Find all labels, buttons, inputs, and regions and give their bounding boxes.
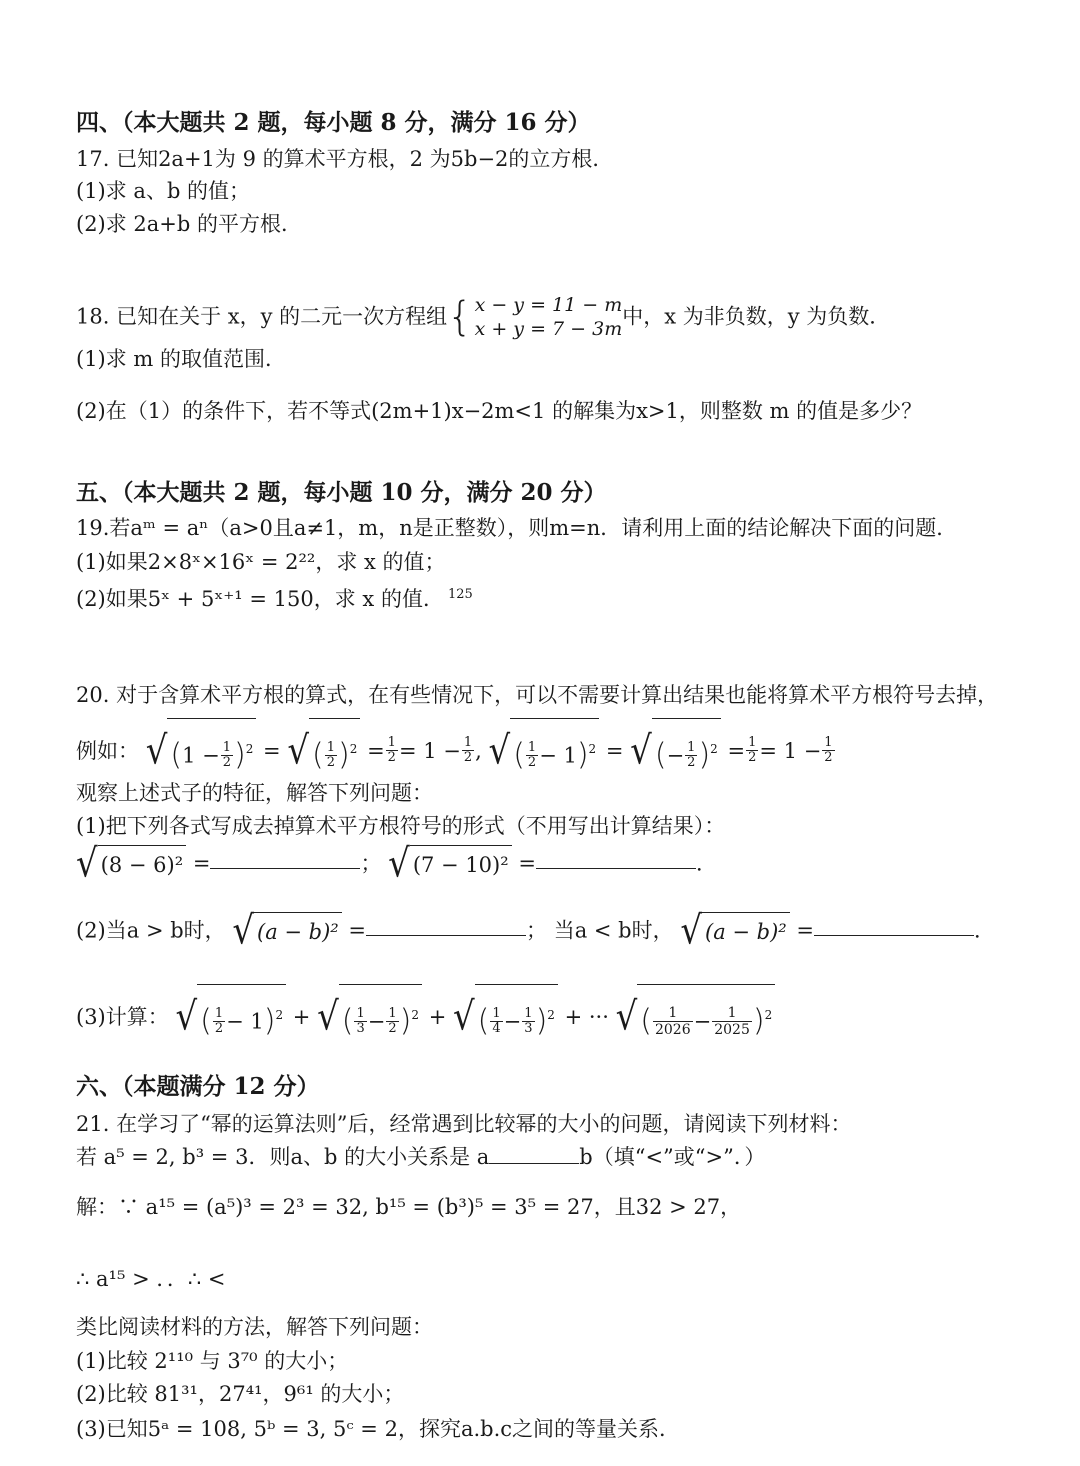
radical-icon: √ xyxy=(388,840,410,887)
example-sqrt-4: √ (− $\frac{1}{2}$ )$^2$ xyxy=(630,718,721,784)
q20-observe: 观察上述式子的特征，解答下列问题： xyxy=(76,781,433,805)
radical-icon: √ xyxy=(287,727,310,774)
answer-blank-1[interactable] xyxy=(210,846,360,869)
equation-2: x + y = 7 − 3m xyxy=(474,317,623,340)
q18-part1: (1)求 m 的取值范围． xyxy=(76,347,287,371)
q20-part2-b: 当a < b时， xyxy=(553,918,674,943)
radical-icon: √ xyxy=(615,993,638,1040)
q20-part1-answers: √ (8 − 6)² = ； √ (7 − 10)² = ． xyxy=(76,840,717,887)
part1-sqrt-2 xyxy=(388,840,512,887)
radical-icon: √ xyxy=(145,727,168,774)
answer-blank-4[interactable] xyxy=(814,913,974,936)
q18-stem-b: 中，x 为非负数，y 为负数． xyxy=(622,304,891,329)
q21-stem: 21. 在学习了“幂的运算法则”后，经常遇到比较幂的大小的问题，请阅读下列材料： xyxy=(76,1112,852,1136)
q21-part1: (1)比较 2¹¹⁰ 与 3⁷⁰ 的大小； xyxy=(76,1349,349,1373)
q20-part3-label: (3)计算： xyxy=(76,1004,169,1029)
example-label: 例如： xyxy=(76,738,139,763)
part2-sqrt-1 xyxy=(232,907,341,954)
part2-sqrt-2 xyxy=(680,907,789,954)
part3-sqrt-2: √ ( $\frac{1}{3}$ − $\frac{1}{2}$ )$^2$ xyxy=(317,984,422,1050)
q21-solution: 解：∵ a¹⁵ = (a⁵)³ = 2³ = 32, b¹⁵ = (b³)⁵ = 3⁵ = 27，且32 > 27， xyxy=(76,1195,742,1219)
part1-expr-1: (8 − 6)² xyxy=(98,845,186,882)
handwritten-note: 125 xyxy=(447,587,473,602)
q19-part2 xyxy=(76,580,473,614)
radical-icon: √ xyxy=(453,993,475,1040)
q21-part2: (2)比较 81³¹，27⁴¹，9⁶¹ 的大小； xyxy=(76,1382,405,1406)
radical-icon: √ xyxy=(630,727,652,774)
q21-part3: (3)已知5ᵃ = 108, 5ᵇ = 3, 5ᶜ = 2，探究a.b.c之间的等量关系． xyxy=(76,1417,681,1441)
q21-analogy: 类比阅读材料的方法，解答下列问题： xyxy=(76,1315,433,1339)
example-sqrt-3: √ ( $\frac{1}{2}$ − 1)$^2$ xyxy=(489,718,600,784)
q20-part1: (1)把下列各式写成去掉算术平方根符号的形式（不用写出计算结果）： xyxy=(76,814,726,838)
example-sqrt-1: √ (1 − $\frac{1}{2}$ )$^2$ xyxy=(146,718,257,784)
part1-sqrt-1 xyxy=(76,840,186,887)
q20-example: 例如： √ (1 − $\frac{1}{2}$ )$^2$ = √ ( $\frac{1}{2}$ )$^2$ = $\frac{1}{2}$ = 1 − $\frac{1}{2}$ , √ ( $\frac{1}{2}$ − 1)$^2$ = √ (− $\frac{1}{2}$ )$^2$ = $\frac{1}{2}$ = 1 − $\frac{1}{2}$ xyxy=(76,718,836,774)
q17-part2: (2)求 2a+b 的平方根． xyxy=(76,212,303,236)
part3-sqrt-1: √ ( $\frac{1}{2}$ − 1)$^2$ xyxy=(175,984,286,1050)
radical-icon: √ xyxy=(232,907,255,954)
part3-sqrt-4: √ ( $\frac{1}{2026}$ − $\frac{1}{2025}$ )$^2$ xyxy=(616,984,776,1050)
radical-icon: √ xyxy=(317,993,339,1040)
q20-stem: 20. 对于含算术平方根的算式，在有些情况下，可以不需要计算出结果也能将算术平方根符号去掉， xyxy=(76,683,999,707)
equation-1: x − y = 11 − m xyxy=(474,293,623,316)
q20-part3: (3)计算： √ ( $\frac{1}{2}$ − 1)$^2$ + √ ( $\frac{1}{3}$ − $\frac{1}{2}$ )$^2$ + √ ( $\frac{1}{4}$ − $\frac{1}{3}$ )$^2$ + ··· √ ( $\frac{1}{2026}$ − $\frac{1}{2025}$ )$^2$ xyxy=(76,984,775,1040)
section-four-title: 四、（本大题共 2 题，每小题 8 分，满分 16 分） xyxy=(76,109,591,136)
section-five-title: 五、（本大题共 2 题，每小题 10 分，满分 20 分） xyxy=(76,479,607,506)
section-six-title: 六、（本题满分 12 分） xyxy=(76,1073,320,1100)
q20-part2: (2)当a > b时， √ (a − b)² = ； 当a < b时， √ (a − b)² = ． xyxy=(76,907,996,954)
answer-blank-5[interactable] xyxy=(489,1141,579,1164)
radical-icon: √ xyxy=(488,727,511,774)
q21-given-end: b（填“<”或“>”．） xyxy=(579,1145,766,1169)
q18-stem-a: 18. 已知在关于 x，y 的二元一次方程组 xyxy=(76,304,448,329)
q20-part2-a: (2)当a > b时， xyxy=(76,918,226,943)
part3-sqrt-3: √ ( $\frac{1}{4}$ − $\frac{1}{3}$ )$^2$ xyxy=(453,984,558,1050)
q18-stem xyxy=(76,290,890,342)
example-sqrt-2: √ ( $\frac{1}{2}$ )$^2$ xyxy=(287,718,360,784)
answer-blank-2[interactable] xyxy=(536,846,696,869)
q21-therefore: ∴ a¹⁵ > ．．∴ < xyxy=(76,1267,226,1291)
answer-blank-3[interactable] xyxy=(366,913,526,936)
radical-icon: √ xyxy=(76,840,98,887)
system-brace-icon: { xyxy=(447,293,473,340)
part2-expr-2: (a − b)² xyxy=(702,912,790,949)
part1-expr-2: (7 − 10)² xyxy=(410,845,512,882)
part2-expr-1: (a − b)² xyxy=(254,912,342,949)
q17-stem: 17. 已知2a+1为 9 的算术平方根，2 为5b−2的立方根． xyxy=(76,147,614,171)
q19-part1: (1)如果2×8ˣ×16ˣ = 2²²，求 x 的值； xyxy=(76,550,446,574)
radical-icon: √ xyxy=(175,993,198,1040)
q17-part1: (1)求 a、b 的值； xyxy=(76,179,251,203)
q21-given-text: 若 a⁵ = 2, b³ = 3．则a、b 的大小关系是 a xyxy=(76,1145,490,1169)
q18-part2: (2)在（1）的条件下，若不等式(2m+1)x−2m<1 的解集为x>1，则整数 m 的值是多少？ xyxy=(76,399,923,423)
q21-given xyxy=(76,1141,765,1172)
radical-icon: √ xyxy=(680,907,702,954)
q19-part2-text: (2)如果5ˣ + 5ˣ⁺¹ = 150，求 x 的值． xyxy=(76,587,444,611)
equation-system xyxy=(475,293,623,341)
q19-stem: 19.若aᵐ = aⁿ（a>0且a≠1，m，n是正整数），则m=n．请利用上面的结论解决下面的问题． xyxy=(76,516,958,540)
